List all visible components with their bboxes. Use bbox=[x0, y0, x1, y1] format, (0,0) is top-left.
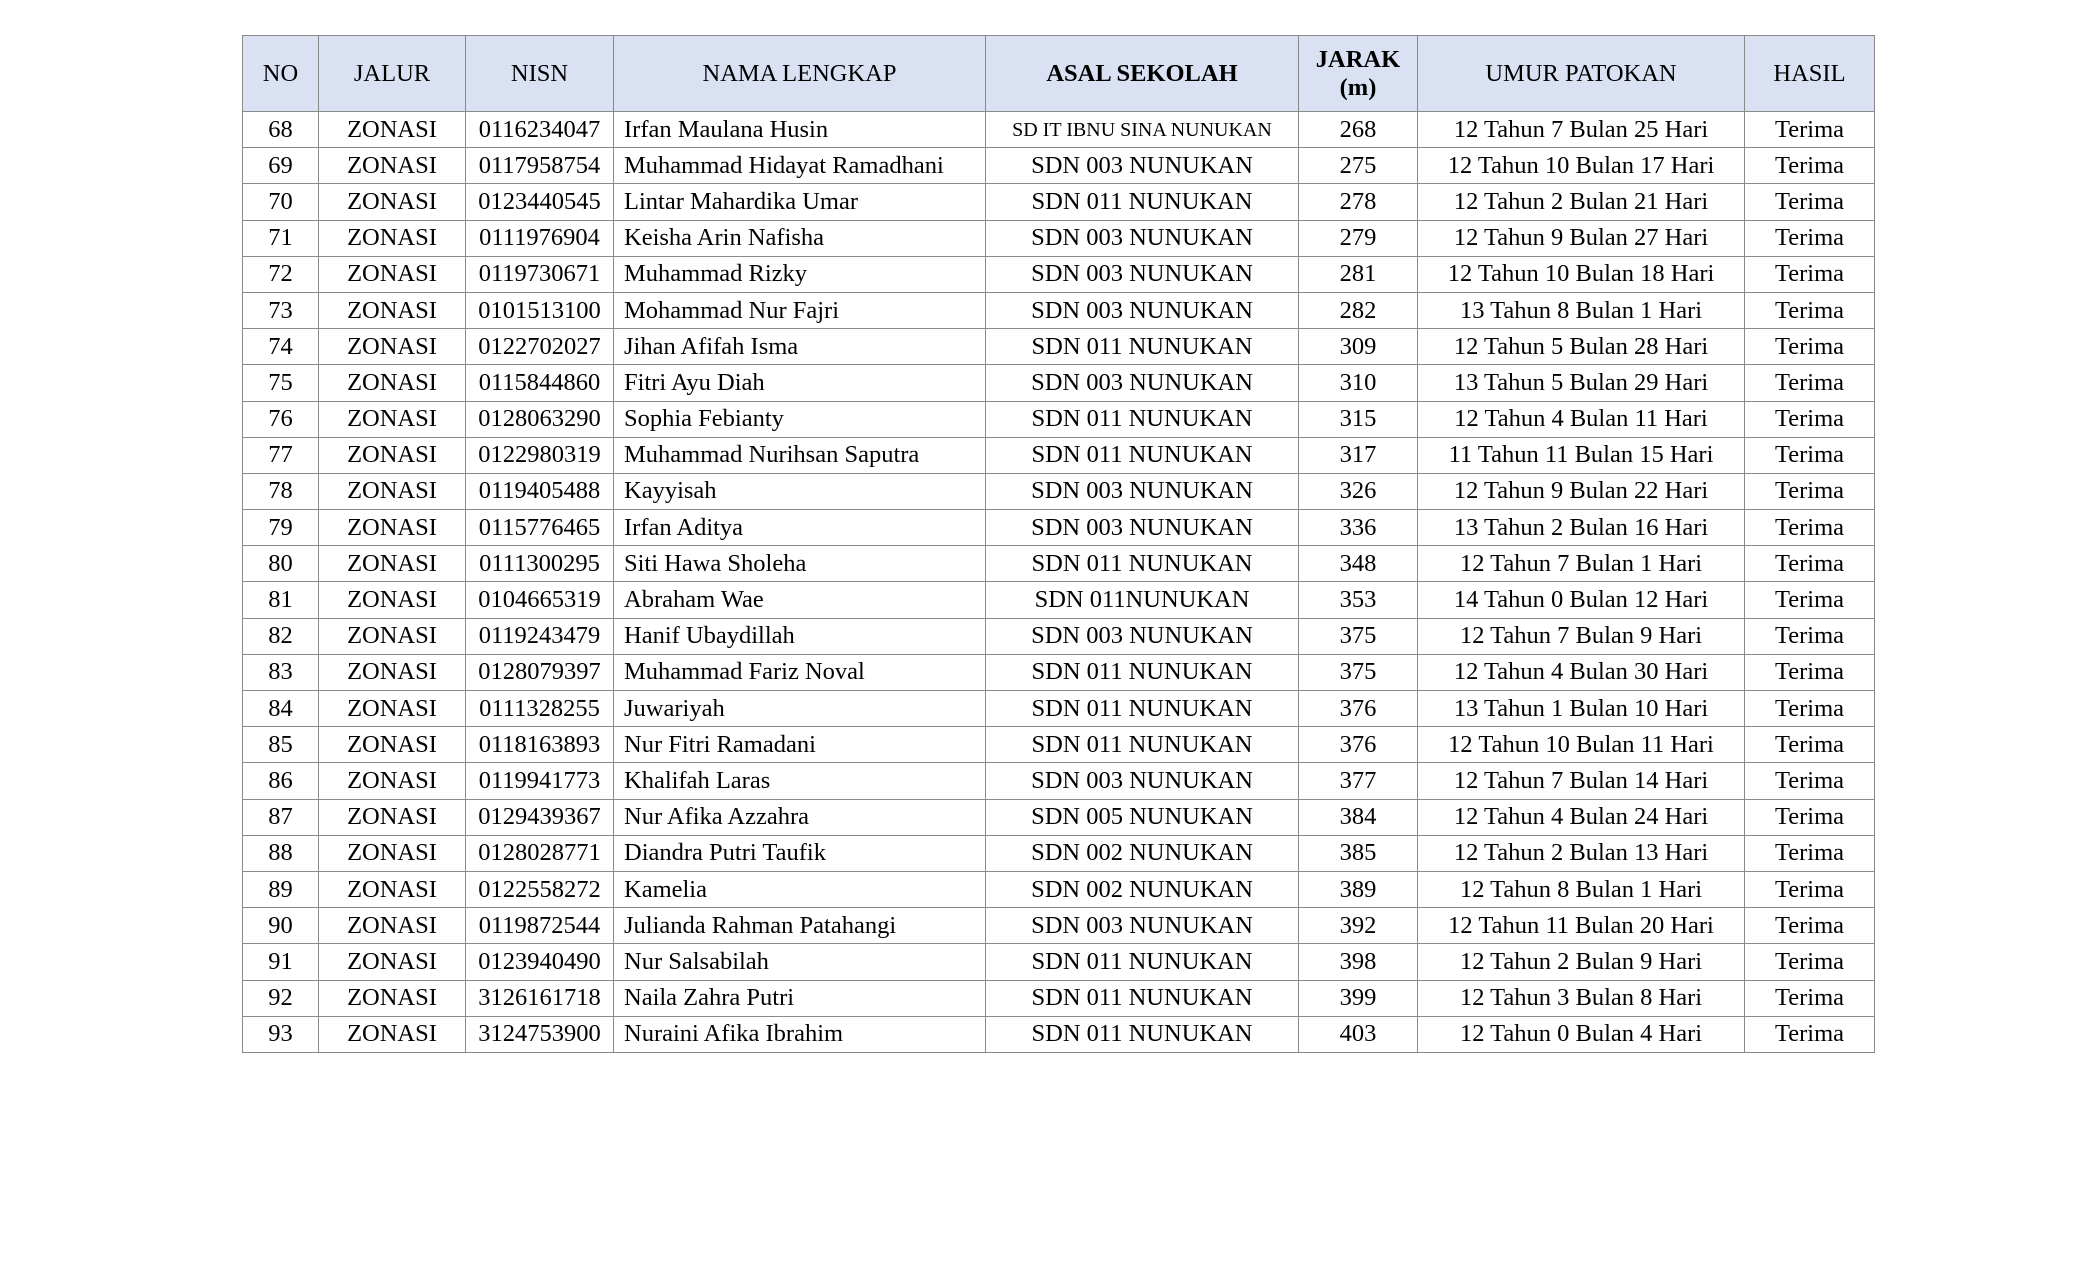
cell-no: 87 bbox=[243, 799, 319, 835]
header-row bbox=[243, 36, 1875, 112]
cell-jarak: 399 bbox=[1299, 980, 1418, 1016]
cell-nisn: 3126161718 bbox=[466, 980, 614, 1016]
header-jalur: JALUR bbox=[319, 36, 466, 112]
table-row bbox=[243, 1016, 1875, 1052]
cell-nisn: 0119730671 bbox=[466, 256, 614, 292]
cell-nisn: 3124753900 bbox=[466, 1016, 614, 1052]
cell-nama-lengkap: Siti Hawa Sholeha bbox=[614, 546, 986, 582]
table-row bbox=[243, 112, 1875, 148]
cell-no: 69 bbox=[243, 148, 319, 184]
cell-no: 75 bbox=[243, 365, 319, 401]
cell-nisn: 0122702027 bbox=[466, 329, 614, 365]
cell-nisn: 0111328255 bbox=[466, 691, 614, 727]
header-jarak-line1: JARAK bbox=[1315, 45, 1401, 73]
cell-nama-lengkap: Fitri Ayu Diah bbox=[614, 365, 986, 401]
cell-jalur: ZONASI bbox=[319, 980, 466, 1016]
cell-asal-sekolah: SDN 002 NUNUKAN bbox=[986, 835, 1299, 871]
table-row bbox=[243, 727, 1875, 763]
cell-jarak: 310 bbox=[1299, 365, 1418, 401]
cell-hasil: Terima bbox=[1745, 1016, 1875, 1052]
cell-jarak: 375 bbox=[1299, 618, 1418, 654]
cell-nisn: 0129439367 bbox=[466, 799, 614, 835]
cell-jarak: 282 bbox=[1299, 292, 1418, 328]
header-asal-sekolah: ASAL SEKOLAH bbox=[986, 36, 1299, 112]
cell-hasil: Terima bbox=[1745, 184, 1875, 220]
cell-umur-patokan: 12 Tahun 11 Bulan 20 Hari bbox=[1418, 908, 1745, 944]
cell-jarak: 375 bbox=[1299, 654, 1418, 690]
cell-nisn: 0128063290 bbox=[466, 401, 614, 437]
cell-hasil: Terima bbox=[1745, 148, 1875, 184]
cell-jalur: ZONASI bbox=[319, 654, 466, 690]
table-row bbox=[243, 944, 1875, 980]
cell-umur-patokan: 12 Tahun 10 Bulan 11 Hari bbox=[1418, 727, 1745, 763]
cell-hasil: Terima bbox=[1745, 908, 1875, 944]
cell-nama-lengkap: Sophia Febianty bbox=[614, 401, 986, 437]
cell-jalur: ZONASI bbox=[319, 582, 466, 618]
cell-jarak: 377 bbox=[1299, 763, 1418, 799]
cell-nama-lengkap: Khalifah Laras bbox=[614, 763, 986, 799]
header-hasil: HASIL bbox=[1745, 36, 1875, 112]
cell-hasil: Terima bbox=[1745, 980, 1875, 1016]
cell-nama-lengkap: Lintar Mahardika Umar bbox=[614, 184, 986, 220]
cell-nama-lengkap: Abraham Wae bbox=[614, 582, 986, 618]
table-header bbox=[243, 36, 1875, 112]
cell-asal-sekolah: SDN 003 NUNUKAN bbox=[986, 763, 1299, 799]
cell-no: 91 bbox=[243, 944, 319, 980]
cell-jalur: ZONASI bbox=[319, 256, 466, 292]
cell-jarak: 392 bbox=[1299, 908, 1418, 944]
cell-asal-sekolah: SDN 011 NUNUKAN bbox=[986, 691, 1299, 727]
cell-nama-lengkap: Mohammad Nur Fajri bbox=[614, 292, 986, 328]
cell-umur-patokan: 14 Tahun 0 Bulan 12 Hari bbox=[1418, 582, 1745, 618]
cell-no: 80 bbox=[243, 546, 319, 582]
cell-nama-lengkap: Naila Zahra Putri bbox=[614, 980, 986, 1016]
table-row bbox=[243, 292, 1875, 328]
cell-hasil: Terima bbox=[1745, 329, 1875, 365]
cell-jarak: 268 bbox=[1299, 112, 1418, 148]
table-row bbox=[243, 256, 1875, 292]
cell-nisn: 0118163893 bbox=[466, 727, 614, 763]
cell-no: 88 bbox=[243, 835, 319, 871]
cell-no: 82 bbox=[243, 618, 319, 654]
cell-jalur: ZONASI bbox=[319, 691, 466, 727]
cell-asal-sekolah: SDN 003 NUNUKAN bbox=[986, 618, 1299, 654]
cell-nisn: 0123440545 bbox=[466, 184, 614, 220]
cell-nama-lengkap: Muhammad Rizky bbox=[614, 256, 986, 292]
cell-no: 78 bbox=[243, 473, 319, 509]
cell-hasil: Terima bbox=[1745, 437, 1875, 473]
header-jarak bbox=[1299, 36, 1418, 112]
cell-jalur: ZONASI bbox=[319, 473, 466, 509]
cell-nama-lengkap: Hanif Ubaydillah bbox=[614, 618, 986, 654]
cell-jalur: ZONASI bbox=[319, 184, 466, 220]
table-row bbox=[243, 546, 1875, 582]
cell-umur-patokan: 12 Tahun 7 Bulan 9 Hari bbox=[1418, 618, 1745, 654]
cell-no: 90 bbox=[243, 908, 319, 944]
cell-no: 72 bbox=[243, 256, 319, 292]
cell-nama-lengkap: Muhammad Fariz Noval bbox=[614, 654, 986, 690]
cell-jalur: ZONASI bbox=[319, 365, 466, 401]
cell-asal-sekolah: SDN 011 NUNUKAN bbox=[986, 980, 1299, 1016]
cell-nisn: 0115776465 bbox=[466, 510, 614, 546]
cell-no: 79 bbox=[243, 510, 319, 546]
cell-jalur: ZONASI bbox=[319, 871, 466, 907]
cell-nisn: 0115844860 bbox=[466, 365, 614, 401]
cell-no: 84 bbox=[243, 691, 319, 727]
cell-nisn: 0122558272 bbox=[466, 871, 614, 907]
cell-no: 73 bbox=[243, 292, 319, 328]
cell-jarak: 279 bbox=[1299, 220, 1418, 256]
cell-hasil: Terima bbox=[1745, 618, 1875, 654]
cell-jalur: ZONASI bbox=[319, 112, 466, 148]
cell-jarak: 403 bbox=[1299, 1016, 1418, 1052]
cell-nisn: 0119405488 bbox=[466, 473, 614, 509]
cell-jalur: ZONASI bbox=[319, 546, 466, 582]
cell-hasil: Terima bbox=[1745, 112, 1875, 148]
cell-jarak: 281 bbox=[1299, 256, 1418, 292]
cell-nisn: 0122980319 bbox=[466, 437, 614, 473]
cell-umur-patokan: 13 Tahun 1 Bulan 10 Hari bbox=[1418, 691, 1745, 727]
cell-no: 83 bbox=[243, 654, 319, 690]
cell-hasil: Terima bbox=[1745, 473, 1875, 509]
cell-asal-sekolah: SDN 003 NUNUKAN bbox=[986, 220, 1299, 256]
cell-no: 85 bbox=[243, 727, 319, 763]
cell-hasil: Terima bbox=[1745, 944, 1875, 980]
cell-jalur: ZONASI bbox=[319, 799, 466, 835]
cell-nisn: 0123940490 bbox=[466, 944, 614, 980]
cell-jarak: 353 bbox=[1299, 582, 1418, 618]
cell-jalur: ZONASI bbox=[319, 835, 466, 871]
cell-jalur: ZONASI bbox=[319, 220, 466, 256]
cell-jalur: ZONASI bbox=[319, 1016, 466, 1052]
cell-asal-sekolah: SDN 011 NUNUKAN bbox=[986, 401, 1299, 437]
cell-umur-patokan: 12 Tahun 4 Bulan 24 Hari bbox=[1418, 799, 1745, 835]
cell-jalur: ZONASI bbox=[319, 944, 466, 980]
cell-nisn: 0128079397 bbox=[466, 654, 614, 690]
cell-umur-patokan: 12 Tahun 10 Bulan 17 Hari bbox=[1418, 148, 1745, 184]
cell-jalur: ZONASI bbox=[319, 329, 466, 365]
cell-nisn: 0104665319 bbox=[466, 582, 614, 618]
cell-nisn: 0119243479 bbox=[466, 618, 614, 654]
cell-hasil: Terima bbox=[1745, 510, 1875, 546]
cell-hasil: Terima bbox=[1745, 799, 1875, 835]
cell-asal-sekolah: SDN 005 NUNUKAN bbox=[986, 799, 1299, 835]
cell-jalur: ZONASI bbox=[319, 763, 466, 799]
cell-nama-lengkap: Irfan Aditya bbox=[614, 510, 986, 546]
cell-hasil: Terima bbox=[1745, 365, 1875, 401]
cell-asal-sekolah: SDN 011 NUNUKAN bbox=[986, 546, 1299, 582]
table-row bbox=[243, 510, 1875, 546]
cell-nama-lengkap: Muhammad Nurihsan Saputra bbox=[614, 437, 986, 473]
header-jarak-line2: (m) bbox=[1339, 73, 1377, 101]
cell-no: 86 bbox=[243, 763, 319, 799]
cell-hasil: Terima bbox=[1745, 401, 1875, 437]
cell-no: 68 bbox=[243, 112, 319, 148]
cell-jarak: 348 bbox=[1299, 546, 1418, 582]
cell-asal-sekolah: SDN 011 NUNUKAN bbox=[986, 184, 1299, 220]
cell-jarak: 315 bbox=[1299, 401, 1418, 437]
cell-jalur: ZONASI bbox=[319, 437, 466, 473]
cell-nisn: 0128028771 bbox=[466, 835, 614, 871]
cell-nama-lengkap: Juwariyah bbox=[614, 691, 986, 727]
cell-umur-patokan: 12 Tahun 9 Bulan 27 Hari bbox=[1418, 220, 1745, 256]
cell-jarak: 376 bbox=[1299, 727, 1418, 763]
cell-umur-patokan: 12 Tahun 3 Bulan 8 Hari bbox=[1418, 980, 1745, 1016]
cell-jarak: 336 bbox=[1299, 510, 1418, 546]
cell-hasil: Terima bbox=[1745, 546, 1875, 582]
cell-hasil: Terima bbox=[1745, 654, 1875, 690]
cell-hasil: Terima bbox=[1745, 582, 1875, 618]
table-row bbox=[243, 437, 1875, 473]
cell-jalur: ZONASI bbox=[319, 292, 466, 328]
cell-nama-lengkap: Irfan Maulana Husin bbox=[614, 112, 986, 148]
table-row bbox=[243, 220, 1875, 256]
cell-hasil: Terima bbox=[1745, 220, 1875, 256]
table-row bbox=[243, 365, 1875, 401]
cell-umur-patokan: 12 Tahun 0 Bulan 4 Hari bbox=[1418, 1016, 1745, 1052]
cell-nama-lengkap: Jihan Afifah Isma bbox=[614, 329, 986, 365]
cell-umur-patokan: 12 Tahun 5 Bulan 28 Hari bbox=[1418, 329, 1745, 365]
table-body bbox=[243, 112, 1875, 1053]
cell-asal-sekolah: SDN 003 NUNUKAN bbox=[986, 256, 1299, 292]
cell-jarak: 389 bbox=[1299, 871, 1418, 907]
cell-asal-sekolah: SDN 011 NUNUKAN bbox=[986, 727, 1299, 763]
cell-umur-patokan: 12 Tahun 4 Bulan 11 Hari bbox=[1418, 401, 1745, 437]
header-umur-patokan: UMUR PATOKAN bbox=[1418, 36, 1745, 112]
cell-jarak: 278 bbox=[1299, 184, 1418, 220]
cell-umur-patokan: 12 Tahun 2 Bulan 13 Hari bbox=[1418, 835, 1745, 871]
cell-umur-patokan: 12 Tahun 9 Bulan 22 Hari bbox=[1418, 473, 1745, 509]
cell-umur-patokan: 13 Tahun 5 Bulan 29 Hari bbox=[1418, 365, 1745, 401]
cell-asal-sekolah: SDN 003 NUNUKAN bbox=[986, 292, 1299, 328]
cell-jarak: 398 bbox=[1299, 944, 1418, 980]
cell-hasil: Terima bbox=[1745, 763, 1875, 799]
table-row bbox=[243, 835, 1875, 871]
cell-nama-lengkap: Nuraini Afika Ibrahim bbox=[614, 1016, 986, 1052]
cell-nama-lengkap: Kayyisah bbox=[614, 473, 986, 509]
table-row bbox=[243, 473, 1875, 509]
cell-asal-sekolah: SDN 011 NUNUKAN bbox=[986, 944, 1299, 980]
cell-umur-patokan: 13 Tahun 2 Bulan 16 Hari bbox=[1418, 510, 1745, 546]
cell-jalur: ZONASI bbox=[319, 510, 466, 546]
cell-nama-lengkap: Nur Salsabilah bbox=[614, 944, 986, 980]
table-row bbox=[243, 691, 1875, 727]
cell-no: 77 bbox=[243, 437, 319, 473]
table-row bbox=[243, 401, 1875, 437]
cell-jarak: 376 bbox=[1299, 691, 1418, 727]
selection-results-table bbox=[242, 35, 1875, 1053]
cell-asal-sekolah: SDN 011 NUNUKAN bbox=[986, 329, 1299, 365]
cell-no: 76 bbox=[243, 401, 319, 437]
cell-hasil: Terima bbox=[1745, 871, 1875, 907]
cell-jalur: ZONASI bbox=[319, 618, 466, 654]
cell-nisn: 0117958754 bbox=[466, 148, 614, 184]
cell-asal-sekolah: SDN 011 NUNUKAN bbox=[986, 654, 1299, 690]
cell-umur-patokan: 12 Tahun 7 Bulan 1 Hari bbox=[1418, 546, 1745, 582]
cell-nisn: 0111300295 bbox=[466, 546, 614, 582]
cell-jarak: 275 bbox=[1299, 148, 1418, 184]
cell-nama-lengkap: Julianda Rahman Patahangi bbox=[614, 908, 986, 944]
cell-umur-patokan: 12 Tahun 7 Bulan 14 Hari bbox=[1418, 763, 1745, 799]
cell-jarak: 385 bbox=[1299, 835, 1418, 871]
cell-nama-lengkap: Diandra Putri Taufik bbox=[614, 835, 986, 871]
cell-jarak: 309 bbox=[1299, 329, 1418, 365]
cell-asal-sekolah: SDN 002 NUNUKAN bbox=[986, 871, 1299, 907]
cell-no: 71 bbox=[243, 220, 319, 256]
cell-umur-patokan: 11 Tahun 11 Bulan 15 Hari bbox=[1418, 437, 1745, 473]
header-no: NO bbox=[243, 36, 319, 112]
cell-jalur: ZONASI bbox=[319, 148, 466, 184]
cell-nama-lengkap: Kamelia bbox=[614, 871, 986, 907]
cell-umur-patokan: 12 Tahun 7 Bulan 25 Hari bbox=[1418, 112, 1745, 148]
cell-jalur: ZONASI bbox=[319, 727, 466, 763]
cell-nama-lengkap: Keisha Arin Nafisha bbox=[614, 220, 986, 256]
cell-umur-patokan: 13 Tahun 8 Bulan 1 Hari bbox=[1418, 292, 1745, 328]
cell-asal-sekolah: SD IT IBNU SINA NUNUKAN bbox=[986, 112, 1299, 148]
table-row bbox=[243, 763, 1875, 799]
cell-nisn: 0119941773 bbox=[466, 763, 614, 799]
cell-hasil: Terima bbox=[1745, 691, 1875, 727]
cell-asal-sekolah: SDN 003 NUNUKAN bbox=[986, 365, 1299, 401]
table-row bbox=[243, 582, 1875, 618]
cell-umur-patokan: 12 Tahun 2 Bulan 9 Hari bbox=[1418, 944, 1745, 980]
table-row bbox=[243, 980, 1875, 1016]
cell-umur-patokan: 12 Tahun 4 Bulan 30 Hari bbox=[1418, 654, 1745, 690]
cell-nama-lengkap: Nur Afika Azzahra bbox=[614, 799, 986, 835]
table-row bbox=[243, 184, 1875, 220]
table-row bbox=[243, 799, 1875, 835]
cell-hasil: Terima bbox=[1745, 256, 1875, 292]
cell-nama-lengkap: Nur Fitri Ramadani bbox=[614, 727, 986, 763]
cell-nisn: 0116234047 bbox=[466, 112, 614, 148]
cell-nama-lengkap: Muhammad Hidayat Ramadhani bbox=[614, 148, 986, 184]
cell-asal-sekolah: SDN 003 NUNUKAN bbox=[986, 908, 1299, 944]
cell-asal-sekolah: SDN 011 NUNUKAN bbox=[986, 1016, 1299, 1052]
cell-no: 93 bbox=[243, 1016, 319, 1052]
header-nama-lengkap: NAMA LENGKAP bbox=[614, 36, 986, 112]
table-row bbox=[243, 329, 1875, 365]
cell-no: 92 bbox=[243, 980, 319, 1016]
cell-no: 81 bbox=[243, 582, 319, 618]
cell-asal-sekolah: SDN 003 NUNUKAN bbox=[986, 473, 1299, 509]
table-row bbox=[243, 908, 1875, 944]
cell-jalur: ZONASI bbox=[319, 908, 466, 944]
cell-jalur: ZONASI bbox=[319, 401, 466, 437]
table-row bbox=[243, 654, 1875, 690]
cell-asal-sekolah: SDN 011NUNUKAN bbox=[986, 582, 1299, 618]
cell-jarak: 384 bbox=[1299, 799, 1418, 835]
cell-umur-patokan: 12 Tahun 2 Bulan 21 Hari bbox=[1418, 184, 1745, 220]
cell-nisn: 0101513100 bbox=[466, 292, 614, 328]
cell-asal-sekolah: SDN 003 NUNUKAN bbox=[986, 148, 1299, 184]
table-row bbox=[243, 148, 1875, 184]
cell-asal-sekolah: SDN 011 NUNUKAN bbox=[986, 437, 1299, 473]
cell-nisn: 0119872544 bbox=[466, 908, 614, 944]
cell-hasil: Terima bbox=[1745, 292, 1875, 328]
cell-no: 89 bbox=[243, 871, 319, 907]
cell-umur-patokan: 12 Tahun 10 Bulan 18 Hari bbox=[1418, 256, 1745, 292]
cell-no: 70 bbox=[243, 184, 319, 220]
cell-hasil: Terima bbox=[1745, 727, 1875, 763]
table-row bbox=[243, 618, 1875, 654]
cell-jarak: 317 bbox=[1299, 437, 1418, 473]
cell-nisn: 0111976904 bbox=[466, 220, 614, 256]
table-row bbox=[243, 871, 1875, 907]
cell-jarak: 326 bbox=[1299, 473, 1418, 509]
cell-umur-patokan: 12 Tahun 8 Bulan 1 Hari bbox=[1418, 871, 1745, 907]
cell-asal-sekolah: SDN 003 NUNUKAN bbox=[986, 510, 1299, 546]
cell-no: 74 bbox=[243, 329, 319, 365]
cell-hasil: Terima bbox=[1745, 835, 1875, 871]
header-nisn: NISN bbox=[466, 36, 614, 112]
